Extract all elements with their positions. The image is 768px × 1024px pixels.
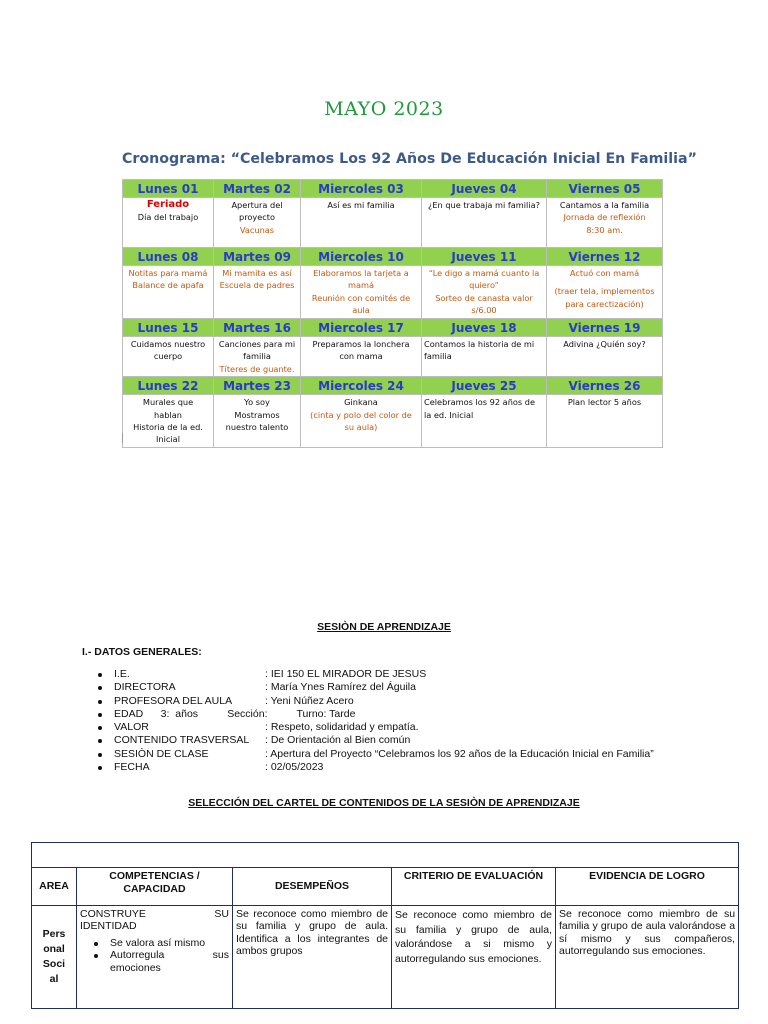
week-header-row xyxy=(123,248,663,266)
field-value: : María Ynes Ramírez del Águila xyxy=(265,681,416,694)
field-label: DIRECTORA xyxy=(114,681,176,694)
criteria-cell: Se reconoce como miembro de su familia y grupo de aula, valorándose a si mismo y autorregulando sus emociones. xyxy=(392,906,556,1009)
day-header: Martes 16 xyxy=(214,319,301,337)
activity-text: la ed. Inicial xyxy=(424,409,474,420)
day-header: Lunes 15 xyxy=(123,319,214,337)
competency-cell xyxy=(77,906,233,1009)
header-performance: DESEMPEÑOS xyxy=(233,868,392,906)
day-cell xyxy=(547,198,663,248)
activity-note: aula xyxy=(352,305,370,316)
field-value: : 02/05/2023 xyxy=(265,761,324,774)
week-header-row xyxy=(123,180,663,198)
activity-note: Títeres de guante. xyxy=(219,363,295,374)
day-cell xyxy=(214,395,301,448)
activity-text: familia xyxy=(243,351,271,362)
activity-text: Yo soy xyxy=(244,397,270,408)
activity-note: Vacunas xyxy=(239,224,275,235)
activity-text: mamá xyxy=(348,280,374,291)
area-text: al xyxy=(49,973,59,985)
day-header: Miercoles 10 xyxy=(301,248,422,266)
activity-text: Contamos la historia de mi xyxy=(424,339,535,349)
general-data-heading: I.- DATOS GENERALES: xyxy=(82,646,202,658)
field-value: : Yeni Núñez Acero xyxy=(265,694,354,707)
competency-word: SU xyxy=(214,908,229,920)
content-selection-title: SELECCIÓN DEL CARTEL DE CONTENIDOS DE LA SESIÒN DE APRENDIZAJE xyxy=(188,797,580,809)
day-header: Viernes 26 xyxy=(547,377,663,395)
activity-text: Elaboramos la tarjeta a xyxy=(313,268,409,278)
activity-text: Cantamos a la familia xyxy=(559,200,650,210)
day-cell xyxy=(301,395,422,448)
field-line: EDAD 3: años Sección: Turno: Tarde xyxy=(114,707,356,720)
capacity-word: emociones xyxy=(110,961,161,974)
day-cell xyxy=(214,337,301,377)
header-criteria: CRITERIO DE EVALUACIÓN xyxy=(392,868,556,906)
list-item xyxy=(96,748,654,761)
day-header: Viernes 05 xyxy=(547,180,663,198)
day-cell xyxy=(123,198,214,248)
day-header: Miercoles 03 xyxy=(301,180,422,198)
day-header: Miercoles 24 xyxy=(301,377,422,395)
month-title: MAYO 2023 xyxy=(324,98,444,120)
header-competencies xyxy=(77,868,233,906)
header-area: AREA xyxy=(32,868,77,906)
activity-text: Celebramos los 92 años de xyxy=(424,397,535,408)
day-header: Lunes 08 xyxy=(123,248,214,266)
activity-text: Actuó con mamá xyxy=(569,268,640,278)
list-item xyxy=(96,668,654,681)
competency-word: IDENTIDAD xyxy=(80,920,137,933)
activity-text: Apertura del xyxy=(231,200,283,210)
day-cell xyxy=(123,395,214,448)
day-cell xyxy=(301,198,422,248)
activity-text: ¿En que trabaja mi familia? xyxy=(428,200,540,210)
day-cell xyxy=(214,198,301,248)
activity-text: “Le digo a mamá cuanto la xyxy=(428,268,540,278)
activity-note: Balance de apafa xyxy=(132,280,204,291)
activity-text: Así es mi familia xyxy=(327,200,395,210)
activity-note: Sorteo de canasta valor xyxy=(435,292,533,303)
activity-note: para carectización) xyxy=(565,298,644,309)
day-cell xyxy=(547,266,663,319)
capacity-word: sus xyxy=(212,949,229,962)
list-item xyxy=(96,734,654,747)
list-item xyxy=(96,681,654,694)
activity-text: Murales que xyxy=(142,397,194,408)
header-evidence: EVIDENCIA DE LOGRO xyxy=(556,868,739,906)
area-cell xyxy=(32,906,77,1009)
activity-text: cuerpo xyxy=(153,351,183,362)
day-header: Viernes 19 xyxy=(547,319,663,337)
activity-text: Plan lector 5 años xyxy=(567,397,642,408)
week-header-row xyxy=(123,319,663,337)
field-label: I.E. xyxy=(114,668,130,680)
table-header-row xyxy=(32,868,739,906)
activity-text: Mostramos xyxy=(234,409,280,420)
day-header: Jueves 04 xyxy=(422,180,547,198)
activity-text: Mi mamita es así xyxy=(222,268,292,278)
field-value: : Respeto, solidaridad y empatía. xyxy=(265,721,419,734)
activity-text: Cuidamos nuestro xyxy=(130,339,206,349)
week-activity-row xyxy=(123,198,663,248)
evidence-cell: Se reconoce como miembro de su familia y grupo de aula valorándose a sí mismo y sus compañeros, autorregulando sus emociones. xyxy=(556,906,739,1009)
field-label: SESIÒN DE CLASE xyxy=(114,747,209,760)
activity-note: Reunión con comités de xyxy=(311,292,411,303)
schedule-title: Cronograma: “Celebramos Los 92 Años De Educación Inicial En Familia” xyxy=(122,151,697,167)
competency-title xyxy=(80,908,229,920)
schedule-calendar xyxy=(122,179,663,448)
field-value: : IEI 150 EL MIRADOR DE JESUS xyxy=(265,668,427,680)
week-activity-row xyxy=(123,266,663,319)
activity-text: Día del trabajo xyxy=(137,212,199,223)
week-header-row xyxy=(123,377,663,395)
field-label: CONTENIDO TRASVERSAL xyxy=(114,734,250,747)
day-cell xyxy=(422,395,547,448)
activity-text: Preparamos la lonchera xyxy=(312,339,410,349)
header-text: CAPACIDAD xyxy=(123,883,186,895)
activity-text: Notitas para mamá xyxy=(128,268,208,278)
capacity-word: Autorregula xyxy=(110,949,165,962)
area-text: onal xyxy=(43,943,65,955)
day-header: Jueves 18 xyxy=(422,319,547,337)
activity-text: Adivina ¿Quién soy? xyxy=(563,339,646,349)
activity-text: nuestro talento xyxy=(225,422,289,433)
area-text: Pers xyxy=(42,928,66,940)
day-header: Jueves 25 xyxy=(422,377,547,395)
session-title: SESIÒN DE APRENDIZAJE xyxy=(317,621,451,633)
activity-note: s/6.00 xyxy=(471,305,497,316)
field-label: VALOR xyxy=(114,721,149,734)
day-cell xyxy=(123,337,214,377)
activity-text: proyecto xyxy=(239,212,275,223)
day-cell xyxy=(547,395,663,448)
table-blank-row xyxy=(32,843,739,868)
field-label: PROFESORA DEL AULA xyxy=(114,694,233,707)
day-cell xyxy=(422,266,547,319)
list-item xyxy=(96,721,654,734)
activity-note: Jornada de reflexión xyxy=(563,212,646,223)
text-cursor-mark xyxy=(122,433,123,443)
day-cell xyxy=(422,337,547,377)
list-item xyxy=(96,695,654,708)
activity-note: 8:30 am. xyxy=(586,224,623,235)
capacity-list xyxy=(80,937,229,974)
day-header: Lunes 22 xyxy=(123,377,214,395)
competency-word: CONSTRUYE xyxy=(80,908,146,920)
day-cell xyxy=(301,266,422,319)
activity-note: (traer tela, implementos xyxy=(554,286,655,297)
day-cell xyxy=(547,337,663,377)
activity-text: Historia de la ed. xyxy=(133,422,203,433)
day-header: Martes 09 xyxy=(214,248,301,266)
table-row xyxy=(32,906,739,1009)
day-header: Miercoles 17 xyxy=(301,319,422,337)
week-activity-row xyxy=(123,395,663,448)
list-item xyxy=(96,708,654,721)
day-cell xyxy=(214,266,301,319)
list-item xyxy=(80,949,229,974)
list-item xyxy=(96,761,654,774)
activity-note: (cinta y polo del color de xyxy=(310,409,412,420)
day-header: Jueves 11 xyxy=(422,248,547,266)
activity-text: con mama xyxy=(339,351,383,362)
week-activity-row xyxy=(123,337,663,377)
general-data-list xyxy=(96,668,654,774)
day-header: Martes 02 xyxy=(214,180,301,198)
area-text: Soci xyxy=(42,958,66,970)
activity-text: familia xyxy=(424,351,452,362)
activity-text: quiero” xyxy=(469,280,499,291)
field-value: : De Orientación al Bien común xyxy=(265,734,411,747)
content-table xyxy=(31,842,739,1009)
performance-cell: Se reconoce como miembro de su familia y grupo de aula. Identifica a los integrantes de ambos grupos xyxy=(233,906,392,1009)
day-header: Lunes 01 xyxy=(123,180,214,198)
activity-text: Inicial xyxy=(156,434,180,445)
day-header: Viernes 12 xyxy=(547,248,663,266)
list-item: Se valora así mismo xyxy=(80,937,229,949)
field-value: : Apertura del Proyecto “Celebramos los 92 años de la Educación Inicial en Familia” xyxy=(265,747,654,760)
day-cell xyxy=(422,198,547,248)
blank-cell xyxy=(32,843,739,868)
field-label: FECHA xyxy=(114,761,150,774)
day-cell xyxy=(301,337,422,377)
day-cell xyxy=(123,266,214,319)
activity-note: su aula) xyxy=(344,422,378,433)
activity-text: Ginkana xyxy=(344,397,378,408)
activity-note: Escuela de padres xyxy=(219,280,295,291)
activity-text: hablan xyxy=(154,409,182,420)
header-text: COMPETENCIAS / xyxy=(109,870,200,882)
day-header: Martes 23 xyxy=(214,377,301,395)
holiday-label: Feriado xyxy=(146,199,190,210)
activity-text: Canciones para mi xyxy=(218,339,296,349)
